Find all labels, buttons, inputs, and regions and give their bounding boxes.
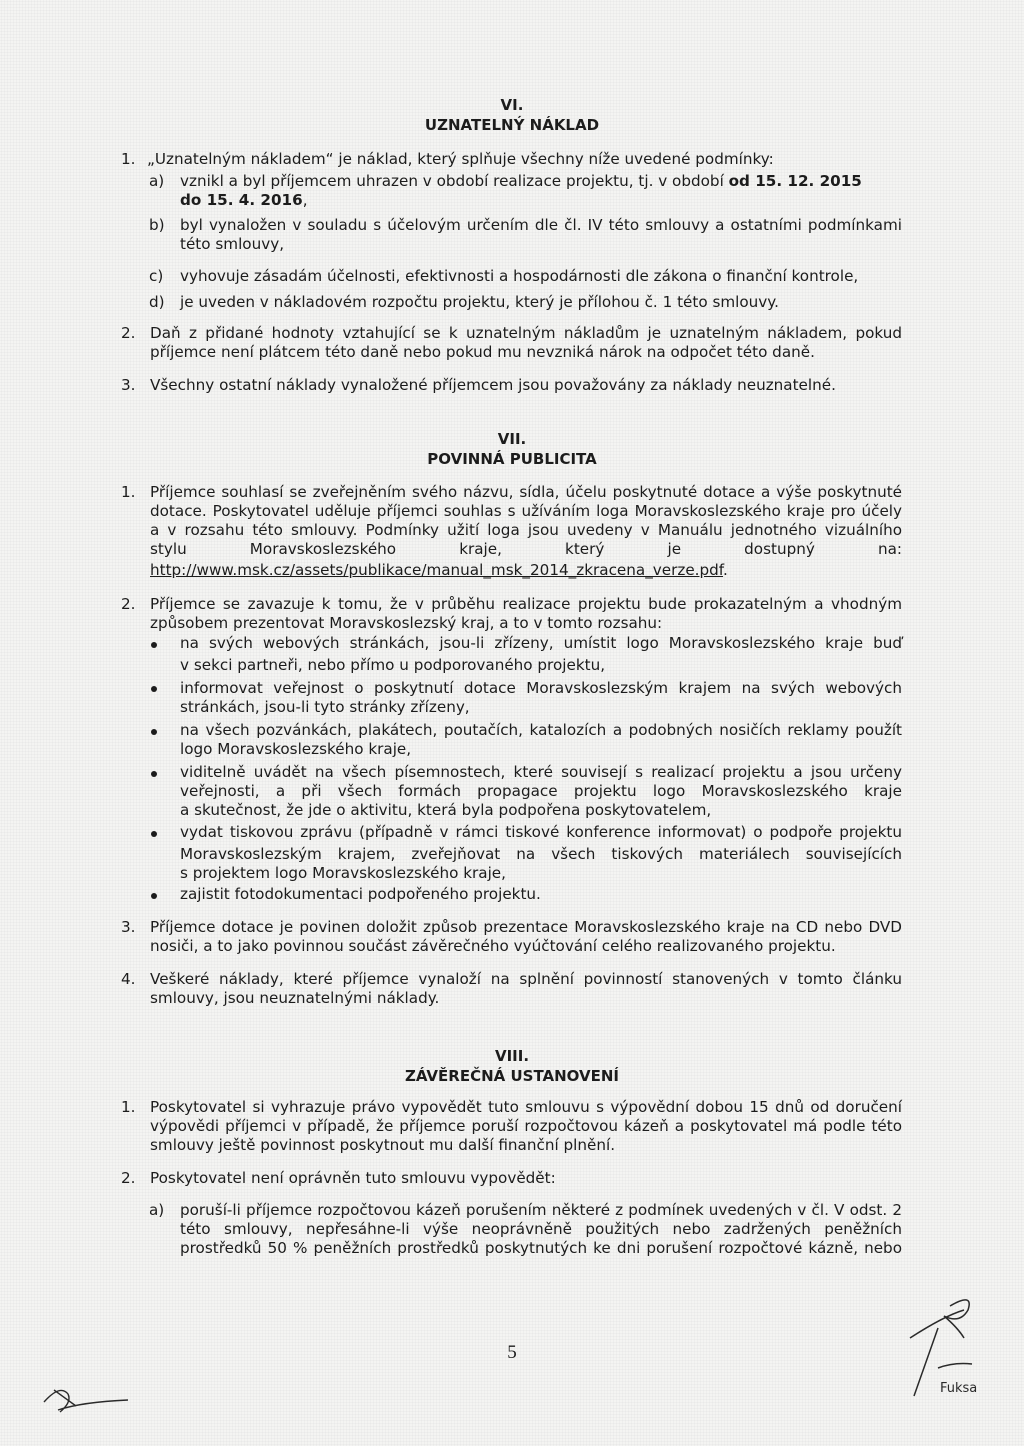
s8-item-a-line-1: poruší-li příjemce rozpočtovou kázeň porušením některé z podmínek uvedených v čl. V odst. 2 bbox=[180, 1201, 902, 1219]
section-7-title: POVINNÁ PUBLICITA bbox=[427, 450, 597, 468]
s7-bullet-1-line-1: na svých webových stránkách, jsou-li zřízeny, umístit logo Moravskoslezského kraje buď bbox=[180, 634, 902, 652]
s7-item-1-number: 1. bbox=[121, 483, 136, 501]
bullet-icon bbox=[151, 771, 157, 777]
s7-paragraph-3-line-2: nosiči, a to jako povinnou součást závěrečného vyúčtování celého realizovaného projektu. bbox=[150, 937, 836, 955]
s6-paragraph-2-line-1: Daň z přidané hodnoty vztahující se k uznatelným nákladům je uznatelným nákladem, pokud bbox=[150, 324, 902, 342]
s6-item-b-line-2: této smlouvy, bbox=[180, 235, 285, 253]
s7-paragraph-1-line-2: dotace. Poskytovatel uděluje příjemci souhlas s užíváním loga Moravskoslezského kraje pro účely bbox=[150, 502, 902, 520]
section-7-number: VII. bbox=[497, 430, 527, 448]
section-6-title: UZNATELNÝ NÁKLAD bbox=[424, 116, 600, 134]
signature-text: Fuksa bbox=[940, 1381, 978, 1396]
handwritten-signature bbox=[898, 1292, 988, 1402]
s8-item-1-number: 1. bbox=[121, 1098, 136, 1116]
s6-paragraph-3: Všechny ostatní náklady vynaložené příjemcem jsou považovány za náklady neuznatelné. bbox=[150, 376, 836, 394]
s7-paragraph-2-line-1: Příjemce se zavazuje k tomu, že v průběhu realizace projektu bude prokazatelným a vhodným bbox=[150, 595, 902, 613]
s7-bullet-4-line-3: a skutečnost, že jde o aktivitu, která byla podpořena poskytovatelem, bbox=[180, 801, 712, 819]
s6-paragraph-2-line-2: příjemce není plátcem této daně nebo pokud mu nevzniká nárok na odpočet této daně. bbox=[150, 343, 815, 361]
s7-bullet-1-line-2: v sekci partneři, nebo přímo u podporovaného projektu, bbox=[180, 656, 606, 674]
section-8-title: ZÁVĚREČNÁ USTANOVENÍ bbox=[404, 1067, 620, 1085]
s7-bullet-3-line-1: na všech pozvánkách, plakátech, poutačích, katalozích a podobných nosičích reklamy použít bbox=[180, 721, 902, 739]
section-8-number: VIII. bbox=[494, 1047, 530, 1065]
bullet-icon bbox=[151, 686, 157, 692]
s6-paragraph-1: „Uznatelným nákladem“ je náklad, který splňuje všechny níže uvedené podmínky: bbox=[147, 150, 774, 168]
s6-item-2-number: 2. bbox=[121, 324, 136, 342]
s8-letter-a: a) bbox=[149, 1201, 165, 1219]
s7-item-3-number: 3. bbox=[121, 918, 136, 936]
s7-paragraph-3-line-1: Příjemce dotace je povinen doložit způsob prezentace Moravskoslezského kraje na CD nebo DVD bbox=[150, 918, 902, 936]
s7-paragraph-1-line-4: stylu Moravskoslezského kraje, který je dostupný na: bbox=[150, 540, 902, 558]
bullet-icon bbox=[151, 831, 157, 837]
s6-item-a-line-1 bbox=[180, 172, 862, 191]
s7-bullet-5-line-3: s projektem logo Moravskoslezského kraje, bbox=[180, 864, 506, 882]
s6-letter-c: c) bbox=[149, 267, 164, 285]
s7-bullet-4-line-1: viditelně uvádět na všech písemnostech, které souvisejí s realizací projektu a jsou určeny bbox=[180, 763, 902, 781]
s6-item-3-number: 3. bbox=[121, 376, 136, 394]
s8-paragraph-1-line-2: výpovědi příjemci v případě, že příjemce poruší rozpočtovou kázeň a poskytovatel má podle této bbox=[150, 1117, 902, 1135]
s6-letter-a: a) bbox=[149, 172, 165, 190]
s7-paragraph-4-line-2: smlouvy, jsou neuznatelnými náklady. bbox=[150, 989, 440, 1007]
s8-item-2-number: 2. bbox=[121, 1169, 136, 1187]
initials-signature bbox=[42, 1372, 132, 1422]
s7-paragraph-1-line-3: a v rozsahu této smlouvy. Podmínky užití loga jsou uvedeny v Manuálu jednotného vizuálního bbox=[150, 521, 902, 539]
s7-bullet-5-line-2: Moravskoslezským krajem, zveřejňovat na všech tiskových materiálech souvisejících bbox=[180, 845, 902, 863]
s7-bullet-2-line-2: stránkách, jsou-li tyto stránky zřízeny, bbox=[180, 698, 470, 716]
s7-bullet-2-line-1: informovat veřejnost o poskytnutí dotace Moravskoslezským krajem na svých webových bbox=[180, 679, 902, 697]
s6-letter-d: d) bbox=[149, 293, 165, 311]
s6-item-a-line-2 bbox=[180, 191, 308, 210]
s8-paragraph-1-line-1: Poskytovatel si vyhrazuje právo vypovědět tuto smlouvu s výpovědní dobou 15 dnů od doručení bbox=[150, 1098, 902, 1116]
page-number: 5 bbox=[507, 1342, 517, 1363]
section-6-number: VI. bbox=[500, 96, 524, 114]
s7-link-period: . bbox=[723, 561, 728, 579]
s6-item-d: je uveden v nákladovém rozpočtu projektu, který je přílohou č. 1 této smlouvy. bbox=[180, 293, 779, 311]
bullet-icon bbox=[151, 893, 157, 899]
s6-item-a-text: vznikl a byl příjemcem uhrazen v období realizace projektu, tj. v období bbox=[180, 172, 729, 190]
s6-item-a-bold-date-end: do 15. 4. 2016 bbox=[180, 191, 303, 209]
s7-paragraph-1-line-5 bbox=[150, 561, 728, 580]
manual-link[interactable]: http://www.msk.cz/assets/publikace/manual_msk_2014_zkracena_verze.pdf bbox=[150, 561, 724, 579]
s7-bullet-6: zajistit fotodokumentaci podpořeného projektu. bbox=[180, 885, 541, 903]
s7-item-2-number: 2. bbox=[121, 595, 136, 613]
s7-item-4-number: 4. bbox=[121, 970, 136, 988]
s7-paragraph-2-line-2: způsobem prezentovat Moravskoslezský kraj, a to v tomto rozsahu: bbox=[150, 614, 663, 632]
s6-item-c: vyhovuje zásadám účelnosti, efektivnosti a hospodárnosti dle zákona o finanční kontrole, bbox=[180, 267, 859, 285]
s7-paragraph-1-line-1: Příjemce souhlasí se zveřejněním svého názvu, sídla, účelu poskytnuté dotace a výše poskytnuté bbox=[150, 483, 902, 501]
s6-letter-b: b) bbox=[149, 216, 165, 234]
s7-bullet-5-line-1: vydat tiskovou zprávu (případně v rámci tiskové konference informovat) o podpoře projektu bbox=[180, 823, 902, 841]
s6-item-a-bold-date: od 15. 12. 2015 bbox=[728, 172, 862, 190]
s8-item-a-line-2: této smlouvy, nepřesáhne-li výše neoprávněně použitých nebo zadržených peněžních bbox=[180, 1220, 902, 1238]
bullet-icon bbox=[151, 729, 157, 735]
s7-bullet-3-line-2: logo Moravskoslezského kraje, bbox=[180, 740, 412, 758]
s7-paragraph-4-line-1: Veškeré náklady, které příjemce vynaloží na splnění povinností stanovených v tomto článku bbox=[150, 970, 902, 988]
s8-paragraph-1-line-3: smlouvy ještě povinnost poskytnout mu další finanční plnění. bbox=[150, 1136, 616, 1154]
s8-item-a-line-3: prostředků 50 % peněžních prostředků poskytnutých ke dni porušení rozpočtové kázně, nebo bbox=[180, 1239, 902, 1257]
bullet-icon bbox=[151, 642, 157, 648]
s6-item-number: 1. bbox=[121, 150, 136, 168]
s8-paragraph-2: Poskytovatel není oprávněn tuto smlouvu vypovědět: bbox=[150, 1169, 556, 1187]
s7-bullet-4-line-2: veřejnosti, a při všech formách propagace projektu logo Moravskoslezského kraje bbox=[180, 782, 902, 800]
s6-item-b-line-1: byl vynaložen v souladu s účelovým určením dle čl. IV této smlouvy a ostatními podmínkami bbox=[180, 216, 902, 234]
s6-item-a-tail: , bbox=[302, 191, 308, 209]
